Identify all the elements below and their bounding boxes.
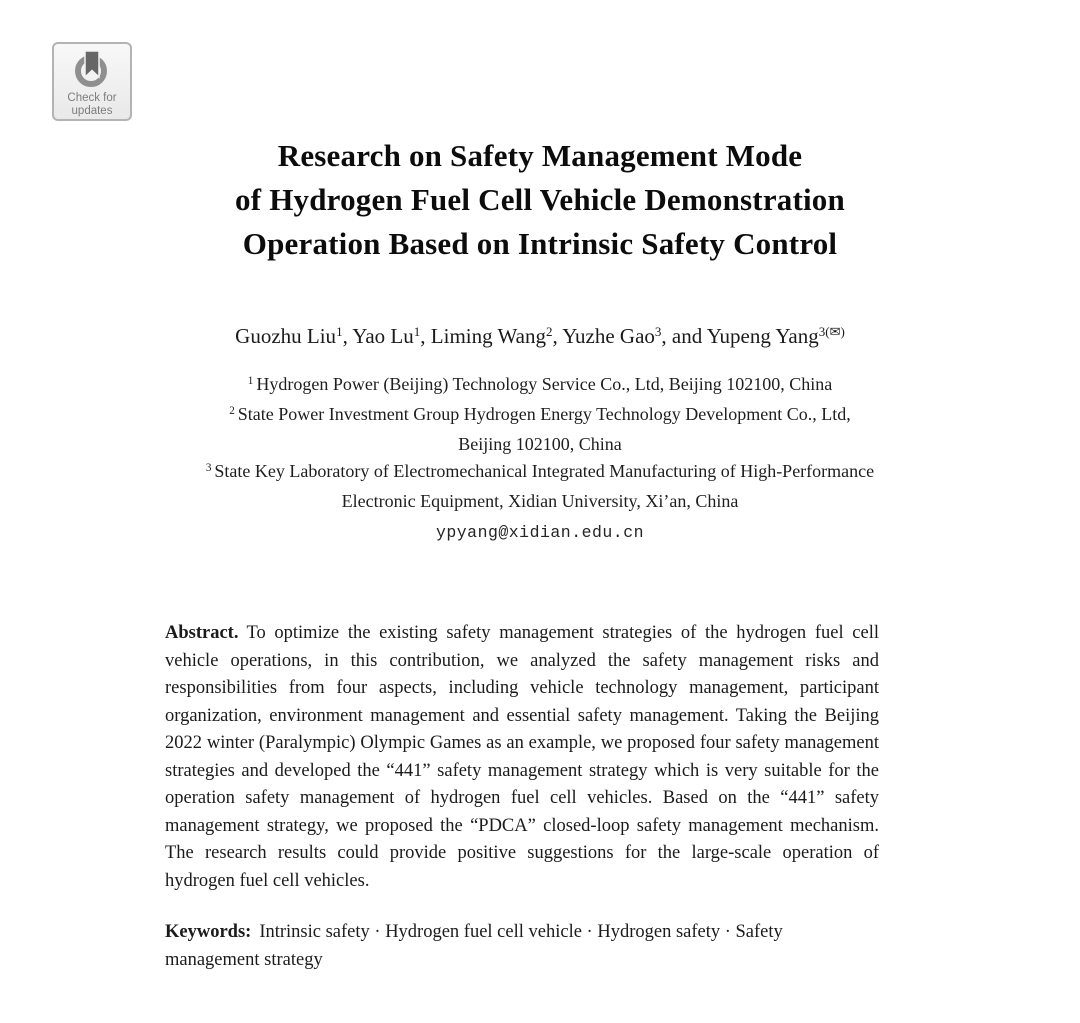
- affiliation-line: $^1$ Hydrogen Power (Beijing) Technology Service Co., Ltd, Beijing 102100, China: [247, 374, 833, 394]
- authors-line: [0, 324, 1080, 349]
- author-superscript: 2: [545, 323, 553, 339]
- badge-label-line1: Check for: [67, 92, 117, 104]
- affiliation: [0, 458, 1080, 515]
- abstract-text: To optimize the existing safety management strategies of the hydrogen fuel cell vehicle operations, in this contribution, we analyzed the safety management risks and responsibilities from four aspects, including vehicle technology management, participant organization, environment management and essential safety management. Taking the Beijing 2022 winter (Paralympic) Olympic Games as an example, we proposed four safety management strategies and developed the “441” safety management strategy which is very suitable for the operation safety management of hydrogen fuel cell vehicles. Based on the “441” safety management strategy, we proposed the “PDCA” closed-loop safety management mechanism. The research results could provide positive suggestions for the large-scale operation of hydrogen fuel cell vehicles.: [165, 623, 879, 891]
- affiliations: [0, 371, 1080, 515]
- keywords-paragraph: [165, 919, 879, 974]
- crossmark-bookmark-icon: [71, 49, 113, 91]
- corresponding-email[interactable]: ypyang@xidian.edu.cn: [435, 523, 645, 542]
- keywords-text: Intrinsic safety · Hydrogen fuel cell vehicle · Hydrogen safety · Safety management strategy: [165, 922, 783, 970]
- paper-title-line2: of Hydrogen Fuel Cell Vehicle Demonstration: [235, 182, 845, 217]
- badge-label-line2: updates: [71, 105, 113, 117]
- paper-title: [0, 134, 1080, 266]
- author-name-segment: Guozhu Liu: [235, 324, 337, 348]
- abstract-paragraph: [165, 620, 879, 895]
- author-superscript: 1: [413, 323, 421, 339]
- affiliation-number: 1: [247, 374, 254, 387]
- author-superscript: 1: [336, 323, 343, 339]
- affiliation-line: Beijing 102100, China: [458, 434, 622, 454]
- abstract-label: Abstract.: [165, 623, 239, 643]
- affiliation-line: $^2$ State Power Investment Group Hydrogen Energy Technology Development Co., Ltd,: [229, 404, 851, 424]
- affiliation-line: $^3$ State Key Laboratory of Electromechanical Integrated Manufacturing of High-Performance: [205, 461, 875, 481]
- keywords-label: Keywords:: [165, 922, 252, 942]
- author-superscript: 3(✉): [818, 323, 845, 339]
- affiliation: [0, 401, 1080, 458]
- paper-title-line3: Operation Based on Intrinsic Safety Control: [242, 226, 838, 261]
- affiliation-number: 3: [205, 461, 212, 474]
- check-for-updates-badge[interactable]: [52, 42, 132, 121]
- author-superscript: 3: [654, 323, 662, 339]
- author-name-segment: , Liming Wang: [420, 324, 546, 348]
- author-name-segment: , and Yupeng Yang: [661, 324, 819, 348]
- author-name-segment: , Yao Lu: [342, 324, 414, 348]
- author-name-segment: , Yuzhe Gao: [552, 324, 655, 348]
- affiliation-number: 2: [229, 404, 235, 417]
- badge-label: [67, 92, 116, 118]
- affiliation-line: Electronic Equipment, Xidian University, Xi’an, China: [341, 491, 739, 511]
- paper-title-line1: Research on Safety Management Mode: [277, 138, 803, 173]
- affiliation: [0, 371, 1080, 401]
